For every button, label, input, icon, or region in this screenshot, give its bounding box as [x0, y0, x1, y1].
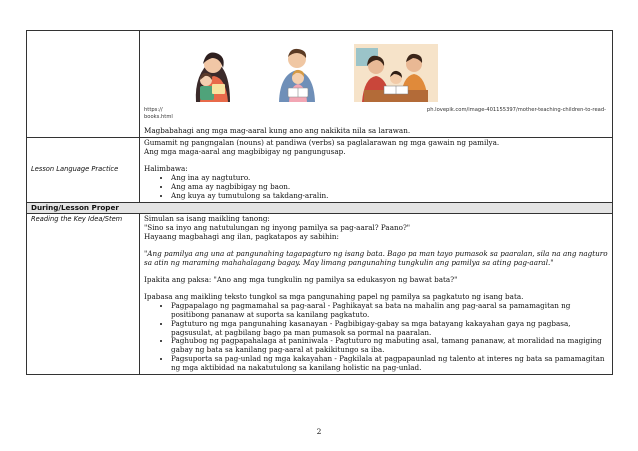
- image-credit-left-2: books.html: [144, 113, 173, 120]
- reading-lead: Ipabasa ang maikling teksto tungkol sa mga pangunahing papel ng pamilya sa pagkatuto ng isang bata.: [144, 291, 524, 301]
- image-instruction: Magbabahagi ang mga mag-aaral kung ano ang nakikita nila sa larawan.: [144, 126, 411, 136]
- reading-topic: Ipakita ang paksa: "Ano ang mga tungkulin ng pamilya sa edukasyon ng bawat bata?": [144, 274, 458, 284]
- language-practice-cell: [140, 138, 613, 202]
- reading-question: "Sino sa inyo ang natutulungan ng inyong pamilya sa pag-aaral? Paano?": [144, 223, 411, 233]
- father-reading-illustration: [270, 44, 324, 102]
- reading-label: Reading the Key Idea/Stem: [31, 215, 123, 224]
- language-line-2: Ang mga maga-aaral ang magbibigay ng pangungusap.: [144, 147, 346, 156]
- reading-intro: Simulan sa isang maikling tanong:: [144, 214, 270, 224]
- image-strip: [144, 32, 608, 102]
- lesson-plan-table: [26, 30, 613, 375]
- image-credits: [144, 107, 608, 120]
- roles-list: [144, 302, 608, 373]
- role-item: • Pagtuturo ng mga pangunahing kasanayan - Pagbibigay-gabay sa mga batayang kakayahan gaya ng pagbasa, pagsusulat, at pagbilang bago pa man pumasok sa pormal na paaralan.: [171, 320, 608, 338]
- role-item: • Paghubog ng pagpapahalaga at paniniwala - Pagtuturo ng mabuting asal, tamang pananaw, at moralidad na magiging gabay ng bata sa kanilang pag-aaral at pakikitungo sa iba.: [171, 337, 608, 355]
- images-cell: [140, 31, 613, 138]
- example-item: • Ang ina ay nagtuturo.: [171, 174, 608, 183]
- section-header-row: [27, 202, 613, 214]
- example-item: • Ang kuya ay tumutulong sa takdang-aralin.: [171, 192, 608, 201]
- language-practice-row: [27, 138, 613, 202]
- examples-label: Halimbawa:: [144, 163, 188, 173]
- examples-list: [144, 174, 608, 201]
- language-line-1: Gumamit ng pangngalan (nouns) at pandiwa (verbs) sa paglalarawan ng mga gawain ng pamilya.: [144, 138, 500, 148]
- reading-cell: [140, 214, 613, 375]
- role-item: • Pagpapalago ng pagmamahal sa pag-aaral - Paghikayat sa bata na mahalin ang pag-aaral sa pamamagitan ng positibong pananaw at suporta sa kanilang pagkatuto.: [171, 302, 608, 320]
- section-header: During/Lesson Proper: [27, 202, 613, 214]
- language-practice-label-cell: [27, 138, 140, 202]
- reading-follow: Hayaang magbahagi ang ilan, pagkatapos ay sabihin:: [144, 232, 339, 242]
- mother-and-child-illustration: [186, 44, 240, 102]
- role-item: • Pagsuporta sa pag-unlad ng mga kakayahan - Pagkilala at pagpapaunlad ng talento at interes ng bata sa pamamagitan ng mga aktibidad na nakatutulong sa kanilang holistic na pag-unlad.: [171, 355, 608, 373]
- images-row: [27, 31, 613, 138]
- reading-row: [27, 214, 613, 375]
- images-row-label-cell: [27, 31, 140, 138]
- image-credit-right: ph.lovepik.com/image-401155397/mother-teaching-children-to-read-: [426, 107, 606, 113]
- family-reading-illustration: [354, 44, 438, 102]
- reading-label-cell: [27, 214, 140, 375]
- example-item: • Ang ama ay nagbibigay ng baon.: [171, 183, 608, 192]
- language-practice-label: Lesson Language Practice: [31, 165, 119, 174]
- page-number: 2: [316, 427, 322, 436]
- reading-quote: "Ang pamilya ang una at pangunahing tagapagturo ng isang bata. Bago pa man tayo pumasok sa paaralan, sila na ang nagturo sa atin ng maraming mahahalagang bagay. May limang pangunahing tungkulin ang pamilya sa ating pag-aaral.": [144, 249, 608, 268]
- image-credit-left: https://: [144, 107, 163, 113]
